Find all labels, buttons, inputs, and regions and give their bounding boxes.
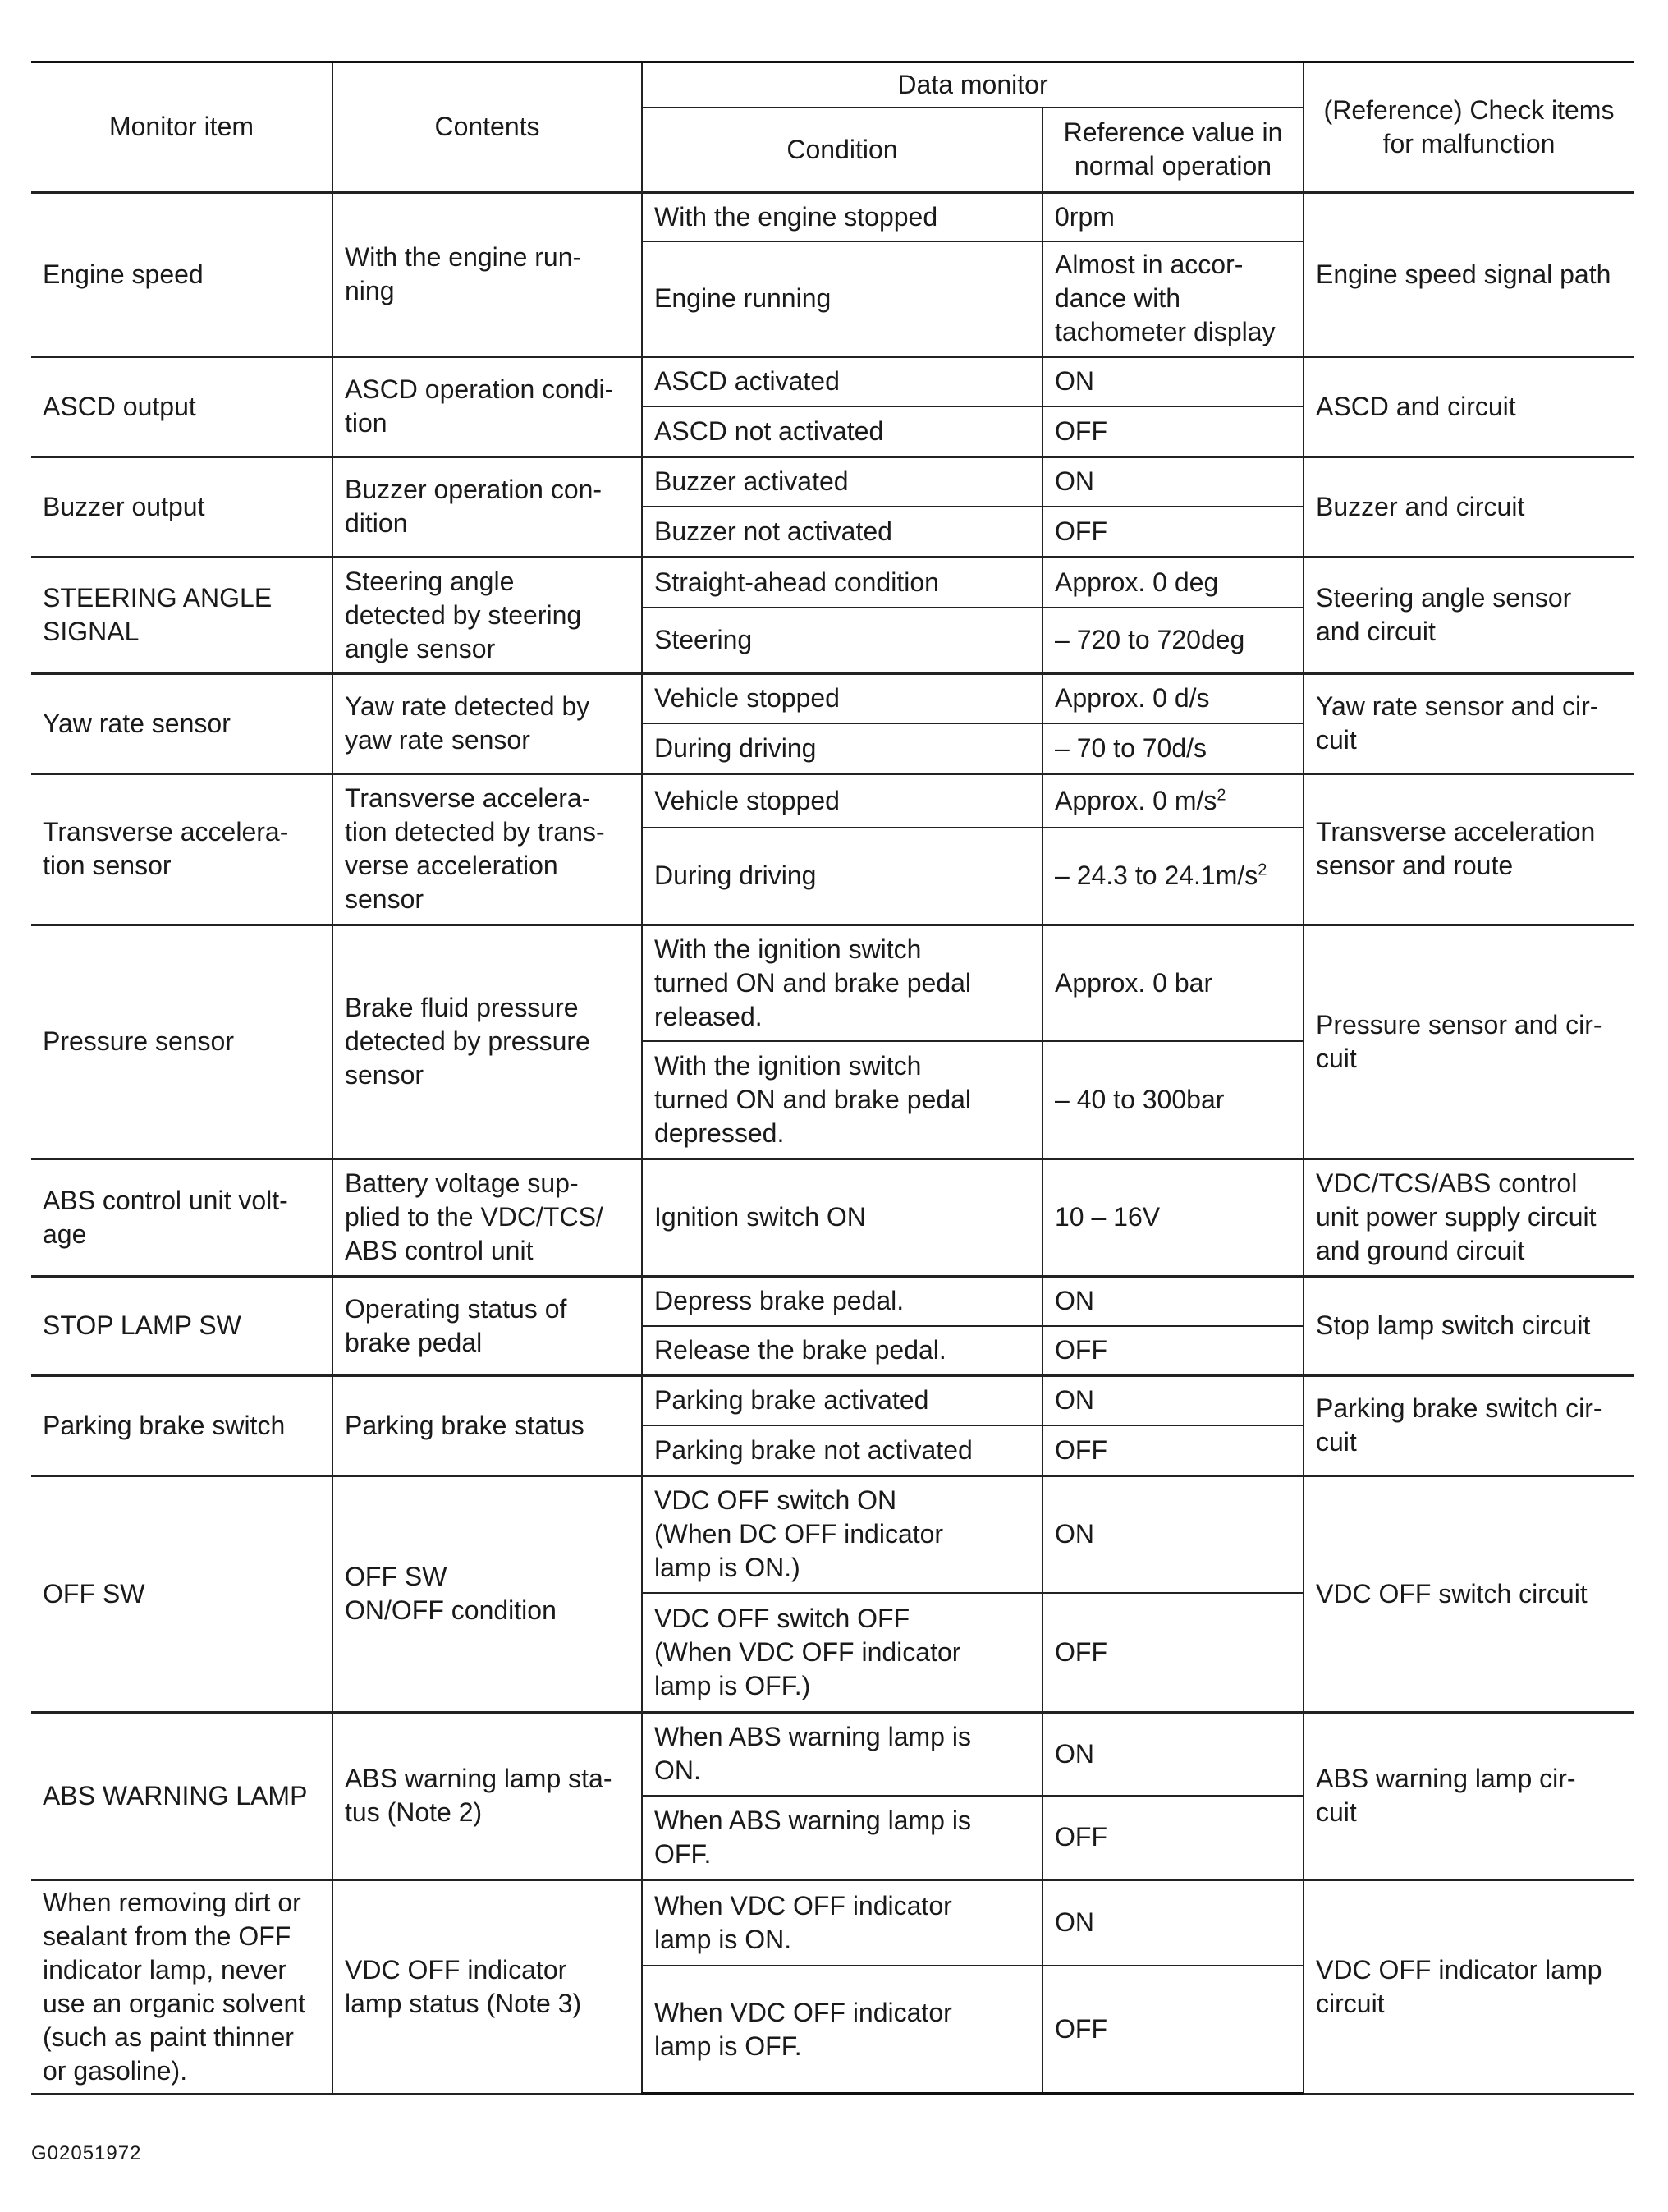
header-data-monitor: Data monitor [642, 62, 1304, 108]
table-row [31, 1276, 1634, 1326]
reference-value [1042, 773, 1304, 828]
table-row [31, 925, 1634, 1041]
check-items: Yaw rate sensor and cir- cuit [1304, 673, 1634, 773]
reference-value: 0rpm [1042, 192, 1304, 241]
reference-value: ON [1042, 457, 1304, 507]
check-items: VDC OFF switch circuit [1304, 1475, 1634, 1712]
reference-value: ON [1042, 1276, 1304, 1326]
check-items: Engine speed signal path [1304, 192, 1634, 356]
monitor-item: ABS control unit volt- age [31, 1159, 332, 1276]
contents: Buzzer operation con- dition [332, 457, 642, 557]
check-items: ASCD and circuit [1304, 356, 1634, 457]
condition: Vehicle stopped [642, 773, 1042, 828]
monitor-item: ASCD output [31, 356, 332, 457]
check-items: ABS warning lamp cir- cuit [1304, 1712, 1634, 1879]
monitor-item: STOP LAMP SW [31, 1276, 332, 1375]
condition: ASCD not activated [642, 406, 1042, 457]
reference-value: Almost in accor- dance with tachometer display [1042, 241, 1304, 356]
check-items: Pressure sensor and cir- cuit [1304, 925, 1634, 1159]
contents: With the engine run- ning [332, 192, 642, 356]
condition: Steering [642, 608, 1042, 673]
data-monitor-table [31, 61, 1634, 2095]
reference-value: – 40 to 300bar [1042, 1041, 1304, 1159]
reference-value: OFF [1042, 406, 1304, 457]
contents: VDC OFF indicator lamp status (Note 3) [332, 1879, 642, 2094]
reference-value: 10 – 16V [1042, 1159, 1304, 1276]
table-row [31, 773, 1634, 828]
condition: When VDC OFF indicator lamp is OFF. [642, 1966, 1042, 2094]
monitor-item: Yaw rate sensor [31, 673, 332, 773]
contents: Parking brake status [332, 1375, 642, 1475]
reference-value: ON [1042, 1712, 1304, 1796]
reference-value-text: Approx. 0 m/s [1055, 785, 1217, 815]
superscript: 2 [1258, 860, 1267, 879]
condition: ASCD activated [642, 356, 1042, 406]
condition: Vehicle stopped [642, 673, 1042, 723]
condition: Engine running [642, 241, 1042, 356]
condition: Release the brake pedal. [642, 1326, 1042, 1375]
contents: Yaw rate detected by yaw rate sensor [332, 673, 642, 773]
condition: Buzzer activated [642, 457, 1042, 507]
reference-value: ON [1042, 1879, 1304, 1966]
condition: When ABS warning lamp is OFF. [642, 1796, 1042, 1879]
reference-value: Approx. 0 d/s [1042, 673, 1304, 723]
monitor-item: OFF SW [31, 1475, 332, 1712]
header-contents: Contents [332, 62, 642, 193]
contents: OFF SW ON/OFF condition [332, 1475, 642, 1712]
header-monitor-item: Monitor item [31, 62, 332, 193]
table-row [31, 356, 1634, 406]
monitor-item: STEERING ANGLE SIGNAL [31, 557, 332, 673]
monitor-item: Engine speed [31, 192, 332, 356]
check-items: Stop lamp switch circuit [1304, 1276, 1634, 1375]
header-condition: Condition [642, 108, 1042, 192]
figure-code: G02051972 [31, 2142, 142, 2164]
spec-page [31, 61, 1634, 2095]
monitor-item: Buzzer output [31, 457, 332, 557]
reference-value: – 720 to 720deg [1042, 608, 1304, 673]
table-row [31, 457, 1634, 507]
condition: Buzzer not activated [642, 507, 1042, 557]
contents: Operating status of brake pedal [332, 1276, 642, 1375]
monitor-item: ABS WARNING LAMP [31, 1712, 332, 1879]
condition: With the engine stopped [642, 192, 1042, 241]
reference-value: ON [1042, 1475, 1304, 1593]
reference-value: ON [1042, 356, 1304, 406]
table-row [31, 557, 1634, 608]
reference-value: OFF [1042, 1425, 1304, 1475]
monitor-item: When removing dirt or sealant from the OFF indicator lamp, never use an organic solvent (such as paint thinner or gasoline). [31, 1879, 332, 2094]
table-row [31, 1475, 1634, 1593]
condition: When ABS warning lamp is ON. [642, 1712, 1042, 1796]
condition: During driving [642, 723, 1042, 773]
check-items: VDC OFF indicator lamp circuit [1304, 1879, 1634, 2094]
condition: With the ignition switch turned ON and brake pedal depressed. [642, 1041, 1042, 1159]
check-items: VDC/TCS/ABS control unit power supply circuit and ground circuit [1304, 1159, 1634, 1276]
header-check-items: (Reference) Check items for malfunction [1304, 62, 1634, 193]
check-items: Steering angle sensor and circuit [1304, 557, 1634, 673]
table-body [31, 192, 1634, 2094]
monitor-item: Pressure sensor [31, 925, 332, 1159]
contents: Brake fluid pressure detected by pressure sensor [332, 925, 642, 1159]
condition: VDC OFF switch ON (When DC OFF indicator lamp is ON.) [642, 1475, 1042, 1593]
reference-value-text: – 24.3 to 24.1m/s [1055, 860, 1258, 891]
condition: VDC OFF switch OFF (When VDC OFF indicator lamp is OFF.) [642, 1593, 1042, 1712]
condition: Depress brake pedal. [642, 1276, 1042, 1326]
monitor-item: Parking brake switch [31, 1375, 332, 1475]
condition: During driving [642, 828, 1042, 925]
reference-value: – 70 to 70d/s [1042, 723, 1304, 773]
check-items: Transverse acceleration sensor and route [1304, 773, 1634, 925]
table-row [31, 1712, 1634, 1796]
reference-value [1042, 828, 1304, 925]
condition: With the ignition switch turned ON and brake pedal released. [642, 925, 1042, 1041]
table-row [31, 1879, 1634, 1966]
reference-value: Approx. 0 bar [1042, 925, 1304, 1041]
contents: ASCD operation condi- tion [332, 356, 642, 457]
contents: Battery voltage sup- plied to the VDC/TCS/ ABS control unit [332, 1159, 642, 1276]
condition: Straight-ahead condition [642, 557, 1042, 608]
condition: Parking brake not activated [642, 1425, 1042, 1475]
reference-value: Approx. 0 deg [1042, 557, 1304, 608]
contents: Transverse accelera- tion detected by trans- verse acceleration sensor [332, 773, 642, 925]
table-header [31, 62, 1634, 193]
header-reference-value: Reference value in normal operation [1042, 108, 1304, 192]
check-items: Parking brake switch cir- cuit [1304, 1375, 1634, 1475]
condition: When VDC OFF indicator lamp is ON. [642, 1879, 1042, 1966]
reference-value: OFF [1042, 1326, 1304, 1375]
table-row [31, 1375, 1634, 1425]
table-row [31, 673, 1634, 723]
table-row [31, 192, 1634, 241]
superscript: 2 [1217, 786, 1226, 805]
monitor-item: Transverse accelera- tion sensor [31, 773, 332, 925]
reference-value: OFF [1042, 1593, 1304, 1712]
condition: Parking brake activated [642, 1375, 1042, 1425]
condition: Ignition switch ON [642, 1159, 1042, 1276]
check-items: Buzzer and circuit [1304, 457, 1634, 557]
reference-value: OFF [1042, 1966, 1304, 2094]
reference-value: OFF [1042, 1796, 1304, 1879]
contents: Steering angle detected by steering angle sensor [332, 557, 642, 673]
reference-value: ON [1042, 1375, 1304, 1425]
contents: ABS warning lamp sta- tus (Note 2) [332, 1712, 642, 1879]
reference-value: OFF [1042, 507, 1304, 557]
table-row [31, 1159, 1634, 1276]
